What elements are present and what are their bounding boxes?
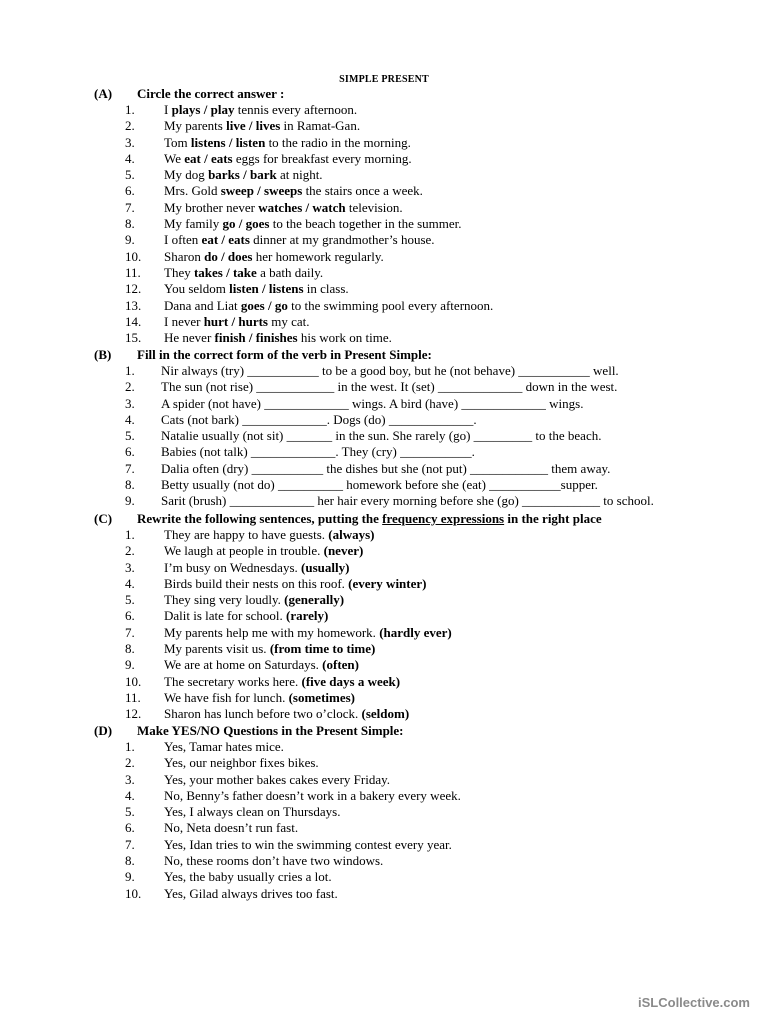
item-text — [164, 674, 400, 690]
bold-segment: live / lives — [226, 118, 281, 134]
item-text — [164, 804, 340, 820]
bold-segment: (seldom) — [361, 706, 410, 722]
item-number: 10. — [125, 673, 142, 689]
item-text — [164, 592, 344, 608]
list-item — [0, 135, 768, 151]
text-segment: I — [164, 102, 172, 117]
bold-segment: watches / watch — [258, 199, 346, 215]
item-number: 6. — [125, 183, 135, 199]
item-number: 6. — [125, 820, 135, 836]
item-number: 5. — [125, 804, 135, 820]
section-c — [0, 511, 768, 723]
item-number: 1. — [125, 102, 135, 117]
item-text — [164, 249, 384, 265]
bold-segment: (never) — [323, 543, 364, 559]
section-heading — [0, 86, 768, 102]
item-number: 4. — [125, 575, 135, 591]
list-item — [0, 576, 768, 592]
bold-segment: goes / go — [240, 297, 288, 313]
text-segment: tennis every afternoon. — [234, 102, 358, 117]
text-segment: eggs for breakfast every morning. — [232, 150, 412, 166]
text-segment: her homework regularly. — [252, 248, 384, 264]
list-item — [0, 772, 768, 788]
text-segment: They are happy to have guests. — [164, 527, 329, 542]
item-text — [164, 298, 493, 314]
list-item — [0, 330, 768, 346]
item-number: 5. — [125, 167, 135, 183]
text-segment: to the swimming pool every afternoon. — [287, 297, 494, 313]
list-item — [0, 706, 768, 722]
item-number: 5. — [125, 592, 135, 608]
item-number: 11. — [125, 264, 141, 280]
item-number: 2. — [125, 118, 135, 134]
text-segment: television. — [345, 199, 403, 215]
item-number: 13. — [125, 297, 142, 313]
item-text — [164, 706, 409, 722]
text-segment: dinner at my grandmother’s house. — [249, 232, 435, 248]
list-item — [0, 428, 768, 444]
list-item — [0, 560, 768, 576]
text-segment: Yes, Gilad always drives too fast. — [164, 885, 338, 901]
section-b — [0, 347, 768, 510]
list-item — [0, 820, 768, 836]
list-item — [0, 625, 768, 641]
item-text — [164, 739, 284, 755]
text-segment: in class. — [303, 281, 349, 297]
item-number: 2. — [125, 379, 135, 395]
item-text — [164, 330, 392, 346]
bold-segment: (always) — [328, 527, 375, 542]
text-segment: Yes, the baby usually cries a lot. — [164, 869, 332, 885]
item-text — [164, 183, 423, 199]
list-item — [0, 853, 768, 869]
section-letter: (B) — [94, 347, 112, 362]
list-item — [0, 788, 768, 804]
text-segment: The secretary works here. — [164, 673, 302, 689]
bold-segment: (rarely) — [286, 608, 329, 624]
text-segment: No, these rooms don’t have two windows. — [164, 853, 384, 869]
bold-segment: (five days a week) — [301, 673, 401, 689]
item-text — [164, 135, 411, 151]
list-item — [0, 412, 768, 428]
item-text — [164, 690, 355, 706]
text-segment: to the radio in the morning. — [265, 134, 411, 150]
bold-segment: hurt / hurts — [203, 313, 268, 329]
bold-segment: (every winter) — [348, 575, 427, 591]
item-number: 4. — [125, 150, 135, 166]
text-segment: Yes, your mother bakes cakes every Friday. — [164, 771, 391, 787]
item-text — [164, 281, 349, 297]
list-item — [0, 886, 768, 902]
text-segment: No, Neta doesn’t run fast. — [164, 820, 299, 836]
text-segment: A spider (not have) _____________ wings. A bird (have) _____________ wings. — [161, 395, 584, 411]
item-text — [164, 560, 349, 576]
item-text — [164, 886, 338, 902]
item-number: 6. — [125, 444, 135, 460]
bold-segment: (sometimes) — [288, 689, 356, 705]
text-segment: to the beach together in the summer. — [269, 216, 462, 232]
item-text — [164, 657, 359, 673]
section-title: Fill in the correct form of the verb in Present Simple: — [137, 347, 432, 362]
item-text — [161, 379, 617, 395]
text-segment: Dana and Liat — [164, 297, 241, 313]
text-segment: Sarit (brush) _____________ her hair every morning before she (go) ____________ to school. — [161, 493, 654, 509]
item-number: 12. — [125, 281, 142, 297]
bold-segment: finish / finishes — [214, 330, 298, 346]
list-item — [0, 837, 768, 853]
text-segment: They sing very loudly. — [164, 592, 285, 608]
bold-segment: eat / eats — [184, 150, 233, 166]
item-number: 2. — [125, 543, 135, 559]
section-title: Circle the correct answer : — [137, 86, 285, 101]
text-segment: They — [164, 264, 194, 280]
list-item — [0, 739, 768, 755]
list-item — [0, 151, 768, 167]
text-segment: Yes, our neighbor fixes bikes. — [164, 755, 319, 771]
list-item — [0, 298, 768, 314]
title-underlined: frequency expressions — [382, 511, 505, 526]
item-number: 4. — [125, 411, 135, 427]
text-segment: My dog — [164, 167, 209, 183]
item-number: 3. — [125, 395, 135, 411]
text-segment: Babies (not talk) _____________. They (cry) ___________. — [161, 444, 475, 460]
section-heading — [0, 347, 768, 363]
list-item — [0, 281, 768, 297]
item-number: 1. — [125, 527, 135, 542]
item-number: 4. — [125, 787, 135, 803]
list-item — [0, 493, 768, 509]
text-segment: We — [164, 150, 185, 166]
item-number: 7. — [125, 624, 135, 640]
section-letter: (A) — [94, 86, 113, 101]
text-segment: Yes, I always clean on Thursdays. — [164, 804, 341, 820]
item-text — [164, 118, 360, 134]
item-text — [164, 167, 323, 183]
item-text — [164, 543, 363, 559]
list-item — [0, 314, 768, 330]
list-item — [0, 674, 768, 690]
item-text — [164, 625, 452, 641]
bold-segment: go / goes — [222, 216, 270, 232]
item-text — [161, 428, 601, 444]
text-segment: Dalia often (dry) ___________ the dishes but she (not put) ____________ them away. — [161, 460, 611, 476]
item-text — [164, 608, 328, 624]
item-text — [161, 461, 610, 477]
list-item — [0, 527, 768, 543]
list-item — [0, 249, 768, 265]
item-text — [161, 444, 475, 460]
item-text — [161, 363, 619, 379]
list-item — [0, 232, 768, 248]
item-list — [0, 739, 768, 902]
text-segment: My family — [164, 216, 223, 232]
item-number: 3. — [125, 771, 135, 787]
text-segment: We have fish for lunch. — [164, 689, 289, 705]
list-item — [0, 167, 768, 183]
item-number: 8. — [125, 641, 135, 657]
text-segment: My brother never — [164, 199, 259, 215]
item-text — [164, 102, 357, 118]
item-text — [164, 216, 462, 232]
item-number: 15. — [125, 330, 142, 346]
item-text — [164, 576, 427, 592]
text-segment: He never — [164, 330, 215, 346]
list-item — [0, 216, 768, 232]
item-text — [164, 314, 310, 330]
item-number: 8. — [125, 477, 135, 493]
title-text: Rewrite the following sentences, putting the — [137, 511, 383, 526]
section-d — [0, 723, 768, 902]
item-text — [164, 527, 374, 543]
item-list — [0, 527, 768, 723]
bold-segment: (hardly ever) — [379, 624, 452, 640]
list-item — [0, 265, 768, 281]
item-number: 9. — [125, 869, 135, 885]
text-segment: Tom — [164, 134, 191, 150]
item-text — [164, 200, 403, 216]
text-segment: No, Benny’s father doesn’t work in a bakery every week. — [164, 787, 461, 803]
item-text — [164, 788, 461, 804]
text-segment: The sun (not rise) ____________ in the west. It (set) _____________ down in the west. — [161, 379, 618, 395]
title-text: in the right place — [504, 511, 602, 526]
bold-segment: do / does — [204, 248, 253, 264]
item-text — [164, 151, 412, 167]
item-number: 1. — [125, 739, 135, 754]
bold-segment: (usually) — [301, 559, 350, 575]
item-number: 10. — [125, 248, 142, 264]
text-segment: his work on time. — [297, 330, 392, 346]
item-list — [0, 363, 768, 510]
section-title — [137, 511, 602, 527]
item-number: 10. — [125, 885, 142, 901]
item-text — [161, 477, 598, 493]
section-heading — [0, 723, 768, 739]
item-number: 7. — [125, 460, 135, 476]
section-letter: (D) — [94, 723, 113, 738]
item-text — [164, 853, 383, 869]
item-text — [161, 412, 477, 428]
bold-segment: (often) — [322, 657, 359, 673]
list-item — [0, 396, 768, 412]
item-number: 3. — [125, 559, 135, 575]
list-item — [0, 444, 768, 460]
bold-segment: plays / play — [171, 102, 235, 117]
item-number: 5. — [125, 428, 135, 444]
item-text — [164, 265, 323, 281]
text-segment: Dalit is late for school. — [164, 608, 287, 624]
item-number: 3. — [125, 134, 135, 150]
bold-segment: barks / bark — [208, 167, 277, 183]
text-segment: I often — [164, 232, 202, 248]
list-item — [0, 755, 768, 771]
list-item — [0, 461, 768, 477]
text-segment: We are at home on Saturdays. — [164, 657, 323, 673]
text-segment: You seldom — [164, 281, 230, 297]
item-text — [164, 772, 390, 788]
list-item — [0, 118, 768, 134]
item-text — [161, 493, 654, 509]
item-text — [164, 232, 435, 248]
list-item — [0, 200, 768, 216]
text-segment: Nir always (try) ___________ to be a good boy, but he (not behave) ___________ well. — [161, 363, 619, 378]
item-number: 11. — [125, 689, 141, 705]
text-segment: Sharon — [164, 248, 205, 264]
list-item — [0, 102, 768, 118]
item-number: 7. — [125, 199, 135, 215]
item-number: 9. — [125, 657, 135, 673]
bold-segment: (generally) — [284, 592, 345, 608]
item-number: 9. — [125, 493, 135, 509]
page-title: SIMPLE PRESENT — [339, 74, 429, 85]
list-item — [0, 592, 768, 608]
text-segment: Cats (not bark) _____________. Dogs (do) _____________. — [161, 411, 477, 427]
section-title: Make YES/NO Questions in the Present Simple: — [137, 723, 404, 738]
text-segment: Natalie usually (not sit) _______ in the sun. She rarely (go) _________ to the beach. — [161, 428, 602, 444]
list-item — [0, 183, 768, 199]
text-segment: Betty usually (not do) __________ homework before she (eat) ___________supper. — [161, 477, 598, 493]
list-item — [0, 477, 768, 493]
bold-segment: takes / take — [193, 264, 257, 280]
item-text — [164, 820, 298, 836]
bold-segment: (from time to time) — [269, 641, 376, 657]
text-segment: My parents visit us. — [164, 641, 270, 657]
item-number: 14. — [125, 313, 142, 329]
list-item — [0, 641, 768, 657]
text-segment: a bath daily. — [256, 264, 324, 280]
text-segment: at night. — [276, 167, 323, 183]
item-text — [164, 755, 319, 771]
item-number: 6. — [125, 608, 135, 624]
list-item — [0, 363, 768, 379]
text-segment: Birds build their nests on this roof. — [164, 575, 349, 591]
item-text — [164, 641, 375, 657]
section-a — [0, 86, 768, 346]
text-segment: My parents — [164, 118, 227, 134]
text-segment: my cat. — [268, 313, 310, 329]
item-number: 2. — [125, 755, 135, 771]
text-segment: I’m busy on Wednesdays. — [164, 559, 302, 575]
item-text — [164, 869, 332, 885]
list-item — [0, 690, 768, 706]
text-segment: My parents help me with my homework. — [164, 624, 380, 640]
text-segment: I never — [164, 313, 204, 329]
list-item — [0, 869, 768, 885]
section-letter: (C) — [94, 511, 113, 526]
list-item — [0, 804, 768, 820]
item-number: 12. — [125, 706, 142, 722]
text-segment: Sharon has lunch before two o’clock. — [164, 706, 362, 722]
item-number: 8. — [125, 216, 135, 232]
text-segment: Yes, Tamar hates mice. — [164, 739, 284, 754]
item-text — [161, 396, 583, 412]
item-number: 1. — [125, 363, 135, 378]
text-segment: Mrs. Gold — [164, 183, 221, 199]
text-segment: We laugh at people in trouble. — [164, 543, 324, 559]
item-number: 8. — [125, 853, 135, 869]
item-number: 9. — [125, 232, 135, 248]
item-number: 7. — [125, 836, 135, 852]
list-item — [0, 543, 768, 559]
text-segment: in Ramat-Gan. — [280, 118, 361, 134]
bold-segment: sweep / sweeps — [220, 183, 303, 199]
watermark: iSLCollective.com — [638, 995, 750, 1010]
bold-segment: listens / listen — [190, 134, 266, 150]
list-item — [0, 657, 768, 673]
text-segment: Yes, Idan tries to win the swimming contest every year. — [164, 836, 452, 852]
item-text — [164, 837, 452, 853]
list-item — [0, 379, 768, 395]
item-list — [0, 102, 768, 346]
bold-segment: eat / eats — [201, 232, 250, 248]
list-item — [0, 608, 768, 624]
section-heading — [0, 511, 768, 527]
bold-segment: listen / listens — [229, 281, 304, 297]
text-segment: the stairs once a week. — [302, 183, 423, 199]
